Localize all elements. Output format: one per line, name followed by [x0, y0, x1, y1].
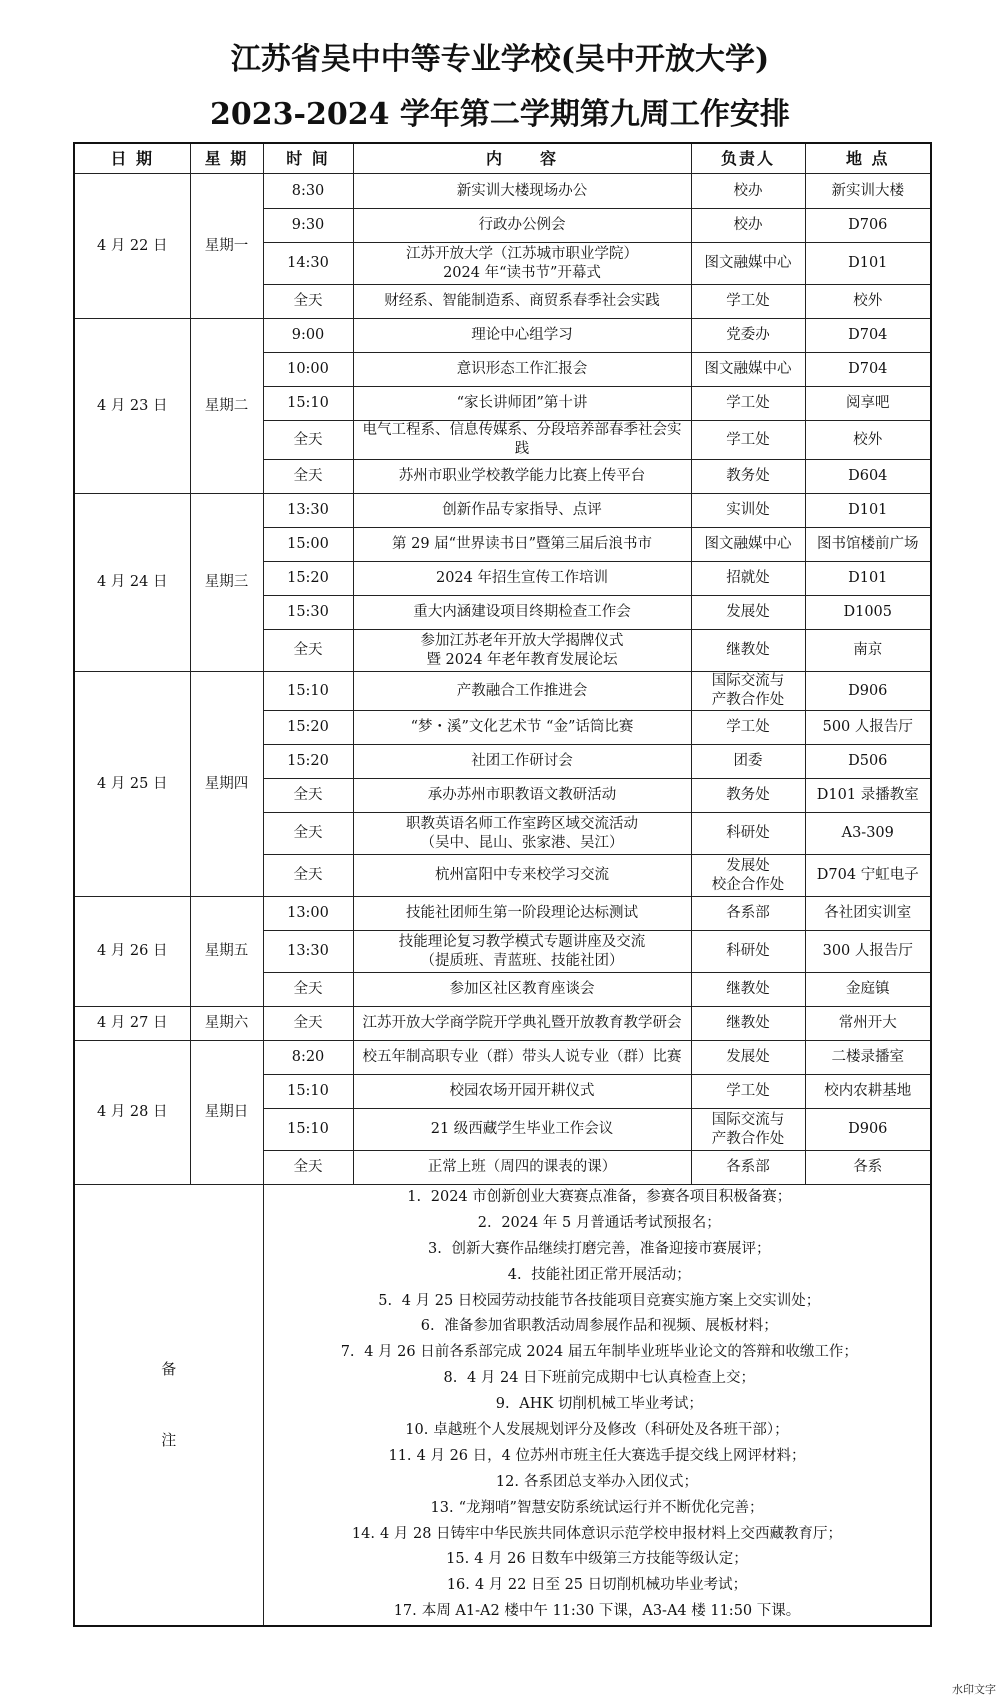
table-row	[74, 1007, 931, 1041]
place-cell: 南京	[805, 630, 931, 672]
owner-cell	[691, 630, 805, 672]
weekday-cell: 星期三	[190, 494, 263, 672]
content-line: 校园农场开园开耕仪式	[449, 1083, 595, 1099]
time-cell: 全天	[263, 855, 353, 897]
content-cell	[353, 596, 691, 630]
time-cell: 全天	[263, 973, 353, 1007]
note-text: AHK 切削机械工毕业考试；	[519, 1396, 703, 1413]
place-cell: 图书馆楼前广场	[805, 528, 931, 562]
content-cell	[353, 931, 691, 973]
owner-cell	[691, 711, 805, 745]
owner-cell	[691, 387, 805, 421]
table-row	[74, 319, 931, 353]
weekday-cell: 星期二	[190, 319, 263, 494]
owner-line: 国际交流与	[711, 673, 785, 689]
content-cell	[353, 855, 691, 897]
content-cell	[353, 779, 691, 813]
note-number: 6.	[420, 1318, 435, 1335]
content-line: “家长讲师团”第十讲	[456, 395, 588, 411]
note-number: 10.	[405, 1422, 429, 1439]
owner-cell	[691, 779, 805, 813]
content-cell	[353, 973, 691, 1007]
note-number: 15.	[446, 1551, 470, 1568]
owner-cell	[691, 243, 805, 285]
content-line: 参加江苏老年开放大学揭牌仪式	[420, 632, 624, 649]
content-line: 正常上班（周四的课表的课）	[427, 1159, 617, 1175]
content-line: 产教融合工作推进会	[456, 682, 588, 699]
content-line: 江苏开放大学商学院开学典礼暨开放教育教学研会	[362, 1015, 682, 1031]
time-cell: 15:00	[263, 528, 353, 562]
date-cell: 4 月 27 日	[74, 1007, 190, 1041]
note-text: 2024 年 5 月普通话考试预报名；	[501, 1214, 721, 1231]
owner-line: 科研处	[726, 943, 770, 959]
note-number: 13.	[430, 1499, 454, 1516]
note-text: 准备参加省职教活动周参展作品和视频、展板材料；	[444, 1318, 778, 1335]
time-cell: 8:20	[263, 1041, 353, 1075]
owner-line: 产教合作处	[711, 692, 785, 708]
place-cell: D101	[805, 243, 931, 285]
owner-line: 图文融媒中心	[704, 536, 792, 552]
content-cell	[353, 285, 691, 319]
content-line: 职教英语名师工作室跨区域交流活动	[406, 815, 638, 832]
note-text: “龙翔哨”智慧安防系统试运行并不断优化完善；	[458, 1499, 764, 1516]
note-text: 各系团总支举办入团仪式；	[524, 1473, 699, 1490]
content-cell	[353, 243, 691, 285]
place-cell: D704	[805, 319, 931, 353]
owner-cell	[691, 672, 805, 711]
time-cell: 全天	[263, 779, 353, 813]
content-line: 承办苏州市职教语文教研活动	[427, 787, 617, 803]
note-item	[268, 1470, 927, 1496]
date-cell: 4 月 23 日	[74, 319, 190, 494]
owner-line: 学工处	[726, 395, 770, 411]
date-cell: 4 月 26 日	[74, 897, 190, 1007]
note-number: 14.	[351, 1525, 375, 1542]
note-item	[268, 1599, 927, 1625]
content-line: 电气工程系、信息传媒系、分段培养部春季社会实践	[362, 422, 682, 457]
note-item	[268, 1263, 927, 1289]
owner-line: 产教合作处	[711, 1130, 785, 1147]
time-cell: 13:00	[263, 897, 353, 931]
place-cell: A3-309	[805, 813, 931, 855]
note-number: 8.	[443, 1370, 458, 1387]
place-cell: D604	[805, 460, 931, 494]
content-cell	[353, 1007, 691, 1041]
note-item	[268, 1237, 927, 1263]
place-cell: D1005	[805, 596, 931, 630]
note-text: 4 月 25 日校园劳动技能节各技能项目竞赛实施方案上交实训处；	[401, 1292, 821, 1309]
owner-line: 教务处	[726, 787, 770, 803]
time-cell: 14:30	[263, 243, 353, 285]
note-text: 2024 市创新创业大赛赛点准备，参赛各项目积极备赛；	[430, 1189, 792, 1205]
note-number: 5.	[378, 1292, 393, 1309]
owner-cell	[691, 1041, 805, 1075]
notes-row	[74, 1185, 931, 1627]
place-cell: D906	[805, 672, 931, 711]
owner-cell	[691, 897, 805, 931]
time-cell: 9:30	[263, 209, 353, 243]
content-cell	[353, 897, 691, 931]
note-text: 4 月 26 日，4 位苏州市班主任大赛选手提交线上网评材料；	[416, 1447, 806, 1464]
owner-cell	[691, 1075, 805, 1109]
note-item	[268, 1547, 927, 1573]
place-cell: D704 宁虹电子	[805, 855, 931, 897]
content-line: 技能社团师生第一阶段理论达标测试	[406, 905, 638, 921]
owner-line: 教务处	[726, 468, 770, 484]
note-item	[268, 1496, 927, 1522]
time-cell: 9:00	[263, 319, 353, 353]
place-cell: D704	[805, 353, 931, 387]
content-cell	[353, 562, 691, 596]
time-cell: 15:10	[263, 1109, 353, 1151]
content-line: 校五年制高职专业（群）带头人说专业（群）比赛	[362, 1049, 682, 1065]
owner-line: 学工处	[726, 431, 770, 448]
content-cell	[353, 711, 691, 745]
table-row	[74, 174, 931, 209]
content-cell	[353, 528, 691, 562]
owner-line: 校企合作处	[711, 876, 785, 893]
owner-cell	[691, 421, 805, 460]
note-text: 4 月 26 日前各系部完成 2024 届五年制毕业班毕业论文的答辩和收缴工作；	[364, 1344, 858, 1361]
owner-cell	[691, 1007, 805, 1041]
content-line: 参加区社区教育座谈会	[449, 981, 595, 997]
content-line: 2024 年招生宣传工作培训	[435, 570, 608, 586]
content-cell	[353, 1151, 691, 1185]
content-line: （提质班、青蓝班、技能社团）	[420, 952, 624, 969]
note-number: 7.	[340, 1344, 355, 1361]
owner-line: 学工处	[726, 293, 770, 309]
owner-line: 团委	[733, 753, 763, 769]
content-line: 财经系、智能制造系、商贸系春季社会实践	[384, 293, 660, 309]
content-cell	[353, 1109, 691, 1151]
column-header-content: 内 容	[353, 143, 691, 174]
note-item	[268, 1392, 927, 1418]
owner-cell	[691, 973, 805, 1007]
time-cell: 15:20	[263, 562, 353, 596]
content-line: 理论中心组学习	[471, 327, 573, 343]
note-number: 9.	[495, 1396, 510, 1413]
note-text: 技能社团正常开展活动；	[531, 1266, 691, 1283]
note-item	[268, 1340, 927, 1366]
note-number: 17.	[393, 1603, 417, 1620]
date-cell: 4 月 22 日	[74, 174, 190, 319]
content-line: 新实训大楼现场办公	[456, 182, 588, 199]
owner-line: 图文融媒中心	[704, 255, 792, 271]
notes-list	[263, 1185, 931, 1627]
owner-cell	[691, 1151, 805, 1185]
content-cell	[353, 353, 691, 387]
time-cell: 8:30	[263, 174, 353, 209]
notes-label: 备 注	[74, 1185, 263, 1627]
content-line: 技能理论复习教学模式专题讲座及交流	[398, 933, 646, 950]
note-number: 12.	[495, 1473, 519, 1490]
content-cell	[353, 174, 691, 209]
note-text: 创新大赛作品继续打磨完善，准备迎接市赛展评；	[451, 1240, 771, 1257]
note-item	[268, 1522, 927, 1548]
place-cell: 校外	[805, 285, 931, 319]
time-cell: 15:30	[263, 596, 353, 630]
place-cell: 二楼录播室	[805, 1041, 931, 1075]
content-line: 江苏开放大学（江苏城市职业学院）	[406, 245, 638, 262]
table-row	[74, 897, 931, 931]
place-cell: D906	[805, 1109, 931, 1151]
time-cell: 15:10	[263, 387, 353, 421]
note-item	[268, 1289, 927, 1315]
date-cell: 4 月 24 日	[74, 494, 190, 672]
content-line: 重大内涵建设项目终期检查工作会	[413, 604, 631, 620]
owner-cell	[691, 1109, 805, 1151]
table-row	[74, 494, 931, 528]
content-line: “梦・溪”文化艺术节 “金”话筒比赛	[410, 719, 634, 735]
note-number: 16.	[446, 1577, 470, 1594]
content-cell	[353, 672, 691, 711]
header-row	[74, 143, 931, 174]
content-line: 第 29 届“世界读书日”暨第三届后浪书市	[392, 536, 652, 552]
time-cell: 15:20	[263, 745, 353, 779]
owner-line: 校办	[733, 182, 763, 199]
place-cell: D101 录播教室	[805, 779, 931, 813]
note-item	[268, 1314, 927, 1340]
owner-cell	[691, 174, 805, 209]
time-cell: 13:30	[263, 494, 353, 528]
time-cell: 15:20	[263, 711, 353, 745]
owner-cell	[691, 596, 805, 630]
owner-line: 继教处	[726, 981, 770, 997]
owner-cell	[691, 494, 805, 528]
owner-cell	[691, 813, 805, 855]
content-line: 创新作品专家指导、点评	[442, 502, 602, 518]
weekday-cell: 星期日	[190, 1041, 263, 1185]
weekday-cell: 星期四	[190, 672, 263, 897]
owner-line: 继教处	[726, 1015, 770, 1031]
note-number: 1.	[407, 1189, 422, 1205]
place-cell: 常州开大	[805, 1007, 931, 1041]
place-cell: 校内农耕基地	[805, 1075, 931, 1109]
place-cell: 各系	[805, 1151, 931, 1185]
owner-cell	[691, 528, 805, 562]
time-cell: 全天	[263, 460, 353, 494]
place-cell: 金庭镇	[805, 973, 931, 1007]
owner-cell	[691, 319, 805, 353]
time-cell: 全天	[263, 813, 353, 855]
time-cell: 全天	[263, 630, 353, 672]
content-line: 暨 2024 年老年教育发展论坛	[426, 651, 618, 668]
content-cell	[353, 421, 691, 460]
owner-line: 发展处	[726, 1049, 770, 1065]
note-number: 4.	[507, 1266, 522, 1283]
place-cell: D101	[805, 494, 931, 528]
note-text: 4 月 24 日下班前完成期中七认真检查上交；	[467, 1370, 756, 1387]
owner-line: 招就处	[726, 570, 770, 586]
content-line: （吴中、昆山、张家港、吴江）	[420, 834, 624, 851]
note-item	[268, 1185, 927, 1211]
column-header-date: 日 期	[74, 143, 190, 174]
content-line: 社团工作研讨会	[471, 753, 573, 769]
document-subtitle: 2023-2024 学年第二学期第九周工作安排	[210, 97, 790, 132]
date-cell: 4 月 28 日	[74, 1041, 190, 1185]
place-cell: 300 人报告厅	[805, 931, 931, 973]
column-header-weekday: 星 期	[190, 143, 263, 174]
content-line: 21 级西藏学生毕业工作会议	[430, 1121, 614, 1137]
date-cell: 4 月 25 日	[74, 672, 190, 897]
owner-cell	[691, 745, 805, 779]
owner-cell	[691, 931, 805, 973]
content-cell	[353, 1075, 691, 1109]
place-cell: D706	[805, 209, 931, 243]
content-cell	[353, 813, 691, 855]
time-cell: 10:00	[263, 353, 353, 387]
time-cell: 15:10	[263, 1075, 353, 1109]
weekday-cell: 星期六	[190, 1007, 263, 1041]
owner-line: 图文融媒中心	[704, 361, 792, 377]
time-cell: 全天	[263, 1151, 353, 1185]
content-line: 苏州市职业学校教学能力比赛上传平台	[398, 468, 646, 484]
place-cell: 新实训大楼	[805, 174, 931, 209]
owner-cell	[691, 562, 805, 596]
owner-cell	[691, 855, 805, 897]
owner-line: 各系部	[726, 1159, 770, 1175]
owner-line: 发展处	[726, 604, 770, 620]
note-text: 卓越班个人发展规划评分及修改（科研处及各班干部）；	[433, 1422, 789, 1439]
weekday-cell: 星期一	[190, 174, 263, 319]
owner-line: 继教处	[726, 642, 770, 658]
content-cell	[353, 209, 691, 243]
owner-cell	[691, 285, 805, 319]
time-cell: 全天	[263, 285, 353, 319]
place-cell: D101	[805, 562, 931, 596]
note-number: 2.	[477, 1214, 492, 1231]
time-cell: 全天	[263, 421, 353, 460]
content-cell	[353, 319, 691, 353]
column-header-owner: 负责人	[691, 143, 805, 174]
owner-line: 学工处	[726, 719, 770, 735]
column-header-place: 地 点	[805, 143, 931, 174]
place-cell: 校外	[805, 421, 931, 460]
owner-line: 国际交流与	[711, 1111, 785, 1128]
time-cell: 13:30	[263, 931, 353, 973]
note-text: 本周 A1-A2 楼中午 11:30 下课，A3-A4 楼 11:50 下课。	[421, 1603, 801, 1620]
place-cell: 500 人报告厅	[805, 711, 931, 745]
owner-cell	[691, 460, 805, 494]
content-line: 行政办公例会	[478, 217, 566, 233]
note-item	[268, 1444, 927, 1470]
document-title: 江苏省吴中中等专业学校(吴中开放大学)	[230, 42, 770, 77]
content-cell	[353, 460, 691, 494]
note-item	[268, 1366, 927, 1392]
note-number: 11.	[388, 1447, 412, 1464]
note-item	[268, 1418, 927, 1444]
place-cell: 各社团实训室	[805, 897, 931, 931]
weekday-cell: 星期五	[190, 897, 263, 1007]
table-row	[74, 672, 931, 711]
owner-cell	[691, 353, 805, 387]
content-cell	[353, 745, 691, 779]
owner-line: 党委办	[726, 327, 770, 343]
note-text: 4 月 28 日铸牢中华民族共同体意识示范学校申报材料上交西藏教育厅；	[380, 1525, 843, 1542]
owner-line: 校办	[733, 217, 763, 233]
place-cell: 阅享吧	[805, 387, 931, 421]
owner-line: 各系部	[726, 905, 770, 921]
owner-line: 发展处	[726, 857, 770, 874]
owner-line: 实训处	[726, 502, 770, 518]
table-row	[74, 1041, 931, 1075]
owner-cell	[691, 209, 805, 243]
column-header-time: 时 间	[263, 143, 353, 174]
content-line: 杭州富阳中专来校学习交流	[435, 867, 609, 883]
watermark: 水印文字	[952, 1683, 996, 1696]
owner-line: 学工处	[726, 1083, 770, 1099]
note-number: 3.	[428, 1240, 442, 1257]
content-cell	[353, 494, 691, 528]
place-cell: D506	[805, 745, 931, 779]
schedule-table	[73, 142, 932, 1627]
note-item	[268, 1211, 927, 1237]
note-text: 4 月 22 日至 25 日切削机械功毕业考试；	[474, 1577, 748, 1594]
note-text: 4 月 26 日数车中级第三方技能等级认定；	[474, 1551, 748, 1568]
content-cell	[353, 387, 691, 421]
content-cell	[353, 1041, 691, 1075]
time-cell: 全天	[263, 1007, 353, 1041]
time-cell: 15:10	[263, 672, 353, 711]
content-line: 意识形态工作汇报会	[456, 361, 588, 377]
owner-line: 科研处	[726, 825, 770, 841]
content-line: 2024 年“读书节”开幕式	[443, 264, 601, 281]
content-cell	[353, 630, 691, 672]
note-item	[268, 1573, 927, 1599]
